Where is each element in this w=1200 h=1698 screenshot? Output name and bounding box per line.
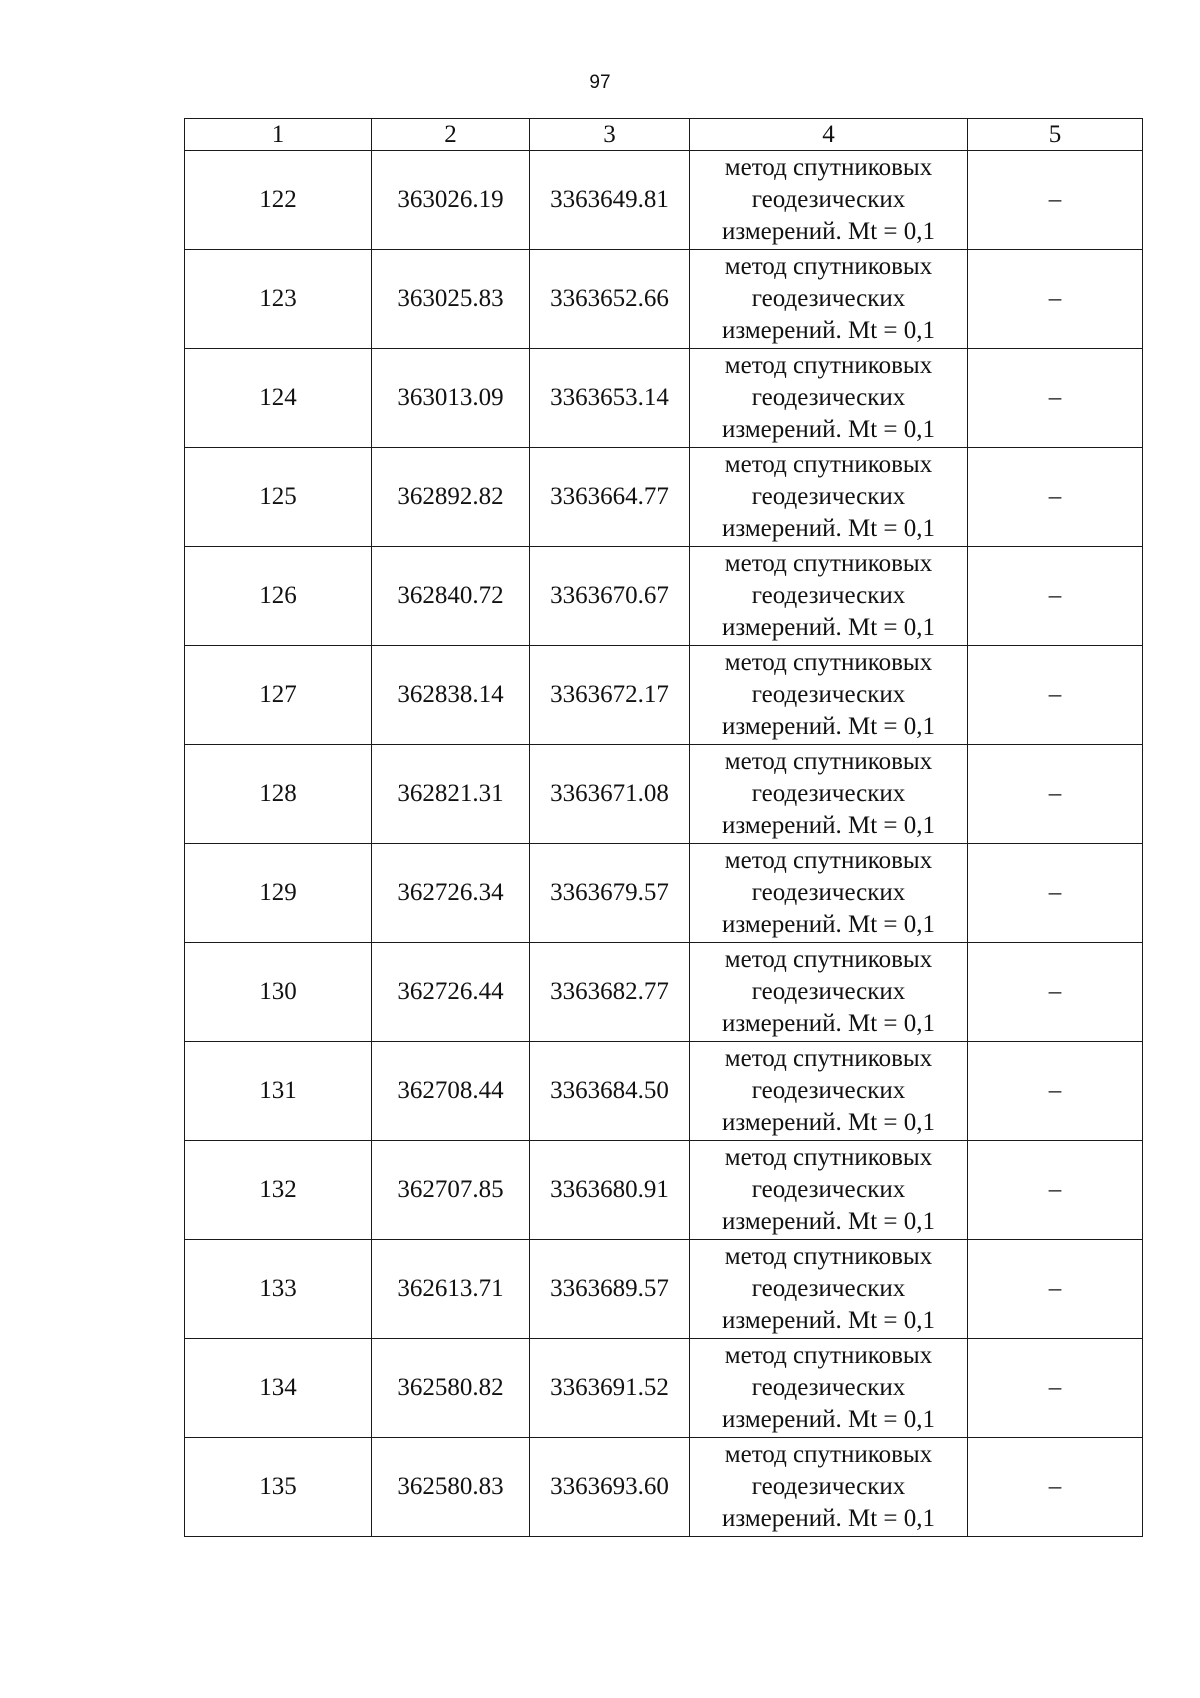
table-row [185,844,1143,943]
method-cell [690,349,968,448]
note-cell: – [968,448,1143,547]
column-header: 3 [530,119,690,151]
coord-y-cell: 3363679.57 [530,844,690,943]
point-number-cell: 133 [185,1240,372,1339]
note-cell: – [968,1339,1143,1438]
table-row [185,448,1143,547]
method-line: геодезических [751,978,906,1005]
point-number-cell: 124 [185,349,372,448]
coord-x-cell: 362707.85 [372,1141,530,1240]
note-cell: – [968,646,1143,745]
coord-x-cell: 362892.82 [372,448,530,547]
method-cell [690,250,968,349]
point-number-cell: 123 [185,250,372,349]
table-row [185,1240,1143,1339]
note-cell: – [968,1438,1143,1537]
coord-x-cell: 363013.09 [372,349,530,448]
method-line: метод спутниковых [724,550,933,577]
note-cell: – [968,151,1143,250]
coord-y-cell: 3363649.81 [530,151,690,250]
coord-x-cell: 362840.72 [372,547,530,646]
method-line: геодезических [751,186,906,213]
note-cell: – [968,349,1143,448]
coord-y-cell: 3363671.08 [530,745,690,844]
table-row [185,1339,1143,1438]
note-cell: – [968,1141,1143,1240]
method-line: измерений. Mt = 0,1 [721,1307,936,1334]
coordinates-table [184,118,1143,1537]
method-line: метод спутниковых [724,1144,933,1171]
method-line: геодезических [751,681,906,708]
method-line: геодезических [751,1077,906,1104]
note-cell: – [968,547,1143,646]
table-row [185,745,1143,844]
method-line: измерений. Mt = 0,1 [721,515,936,542]
method-line: геодезических [751,582,906,609]
method-line: метод спутниковых [724,1441,933,1468]
point-number-cell: 132 [185,1141,372,1240]
method-cell [690,1141,968,1240]
column-header: 5 [968,119,1143,151]
coord-y-cell: 3363680.91 [530,1141,690,1240]
method-line: геодезических [751,879,906,906]
method-line: геодезических [751,1473,906,1500]
coord-y-cell: 3363691.52 [530,1339,690,1438]
point-number-cell: 134 [185,1339,372,1438]
table-row [185,349,1143,448]
coord-x-cell: 363025.83 [372,250,530,349]
page-number: 97 [589,72,611,93]
method-line: метод спутниковых [724,748,933,775]
method-cell [690,1438,968,1537]
note-cell: – [968,250,1143,349]
method-cell [690,943,968,1042]
method-cell [690,1042,968,1141]
method-cell [690,844,968,943]
method-line: измерений. Mt = 0,1 [721,812,936,839]
coord-y-cell: 3363664.77 [530,448,690,547]
method-line: измерений. Mt = 0,1 [721,614,936,641]
method-line: метод спутниковых [724,352,933,379]
method-line: измерений. Mt = 0,1 [721,911,936,938]
note-cell: – [968,1042,1143,1141]
method-line: метод спутниковых [724,451,933,478]
coord-x-cell: 362708.44 [372,1042,530,1141]
coord-y-cell: 3363672.17 [530,646,690,745]
table-row [185,943,1143,1042]
method-cell [690,151,968,250]
method-line: геодезических [751,483,906,510]
coord-x-cell: 362580.82 [372,1339,530,1438]
point-number-cell: 125 [185,448,372,547]
note-cell: – [968,943,1143,1042]
method-line: метод спутниковых [724,1342,933,1369]
table-header-row [185,119,1143,151]
method-cell [690,1339,968,1438]
coord-x-cell: 362838.14 [372,646,530,745]
table-row [185,1042,1143,1141]
note-cell: – [968,844,1143,943]
note-cell: – [968,745,1143,844]
table-row [185,547,1143,646]
coord-x-cell: 362821.31 [372,745,530,844]
method-line: геодезических [751,1275,906,1302]
method-line: геодезических [751,285,906,312]
method-line: метод спутниковых [724,1045,933,1072]
column-header: 2 [372,119,530,151]
method-line: геодезических [751,1176,906,1203]
note-cell: – [968,1240,1143,1339]
point-number-cell: 131 [185,1042,372,1141]
method-line: метод спутниковых [724,847,933,874]
point-number-cell: 130 [185,943,372,1042]
point-number-cell: 135 [185,1438,372,1537]
coord-y-cell: 3363689.57 [530,1240,690,1339]
coord-x-cell: 362726.34 [372,844,530,943]
method-line: геодезических [751,1374,906,1401]
method-line: измерений. Mt = 0,1 [721,416,936,443]
coord-y-cell: 3363652.66 [530,250,690,349]
coord-x-cell: 363026.19 [372,151,530,250]
point-number-cell: 126 [185,547,372,646]
table-row [185,151,1143,250]
method-line: метод спутниковых [724,946,933,973]
point-number-cell: 128 [185,745,372,844]
method-line: метод спутниковых [724,1243,933,1270]
coord-y-cell: 3363682.77 [530,943,690,1042]
method-line: метод спутниковых [724,253,933,280]
table-row [185,1438,1143,1537]
point-number-cell: 122 [185,151,372,250]
method-cell [690,448,968,547]
table-body [185,151,1143,1537]
coord-y-cell: 3363670.67 [530,547,690,646]
method-line: измерений. Mt = 0,1 [721,1010,936,1037]
method-line: измерений. Mt = 0,1 [721,1109,936,1136]
point-number-cell: 129 [185,844,372,943]
method-line: геодезических [751,780,906,807]
method-line: метод спутниковых [724,154,933,181]
coord-y-cell: 3363693.60 [530,1438,690,1537]
column-header: 1 [185,119,372,151]
method-line: измерений. Mt = 0,1 [721,1406,936,1433]
method-cell [690,547,968,646]
method-cell [690,1240,968,1339]
coord-y-cell: 3363653.14 [530,349,690,448]
method-line: геодезических [751,384,906,411]
column-header: 4 [690,119,968,151]
method-line: измерений. Mt = 0,1 [721,1505,936,1532]
method-line: измерений. Mt = 0,1 [721,713,936,740]
method-cell [690,646,968,745]
method-line: измерений. Mt = 0,1 [721,317,936,344]
method-cell [690,745,968,844]
method-line: метод спутниковых [724,649,933,676]
coord-x-cell: 362613.71 [372,1240,530,1339]
coord-x-cell: 362726.44 [372,943,530,1042]
table-row [185,1141,1143,1240]
table-row [185,646,1143,745]
method-line: измерений. Mt = 0,1 [721,218,936,245]
coord-x-cell: 362580.83 [372,1438,530,1537]
table-row [185,250,1143,349]
method-line: измерений. Mt = 0,1 [721,1208,936,1235]
point-number-cell: 127 [185,646,372,745]
coord-y-cell: 3363684.50 [530,1042,690,1141]
